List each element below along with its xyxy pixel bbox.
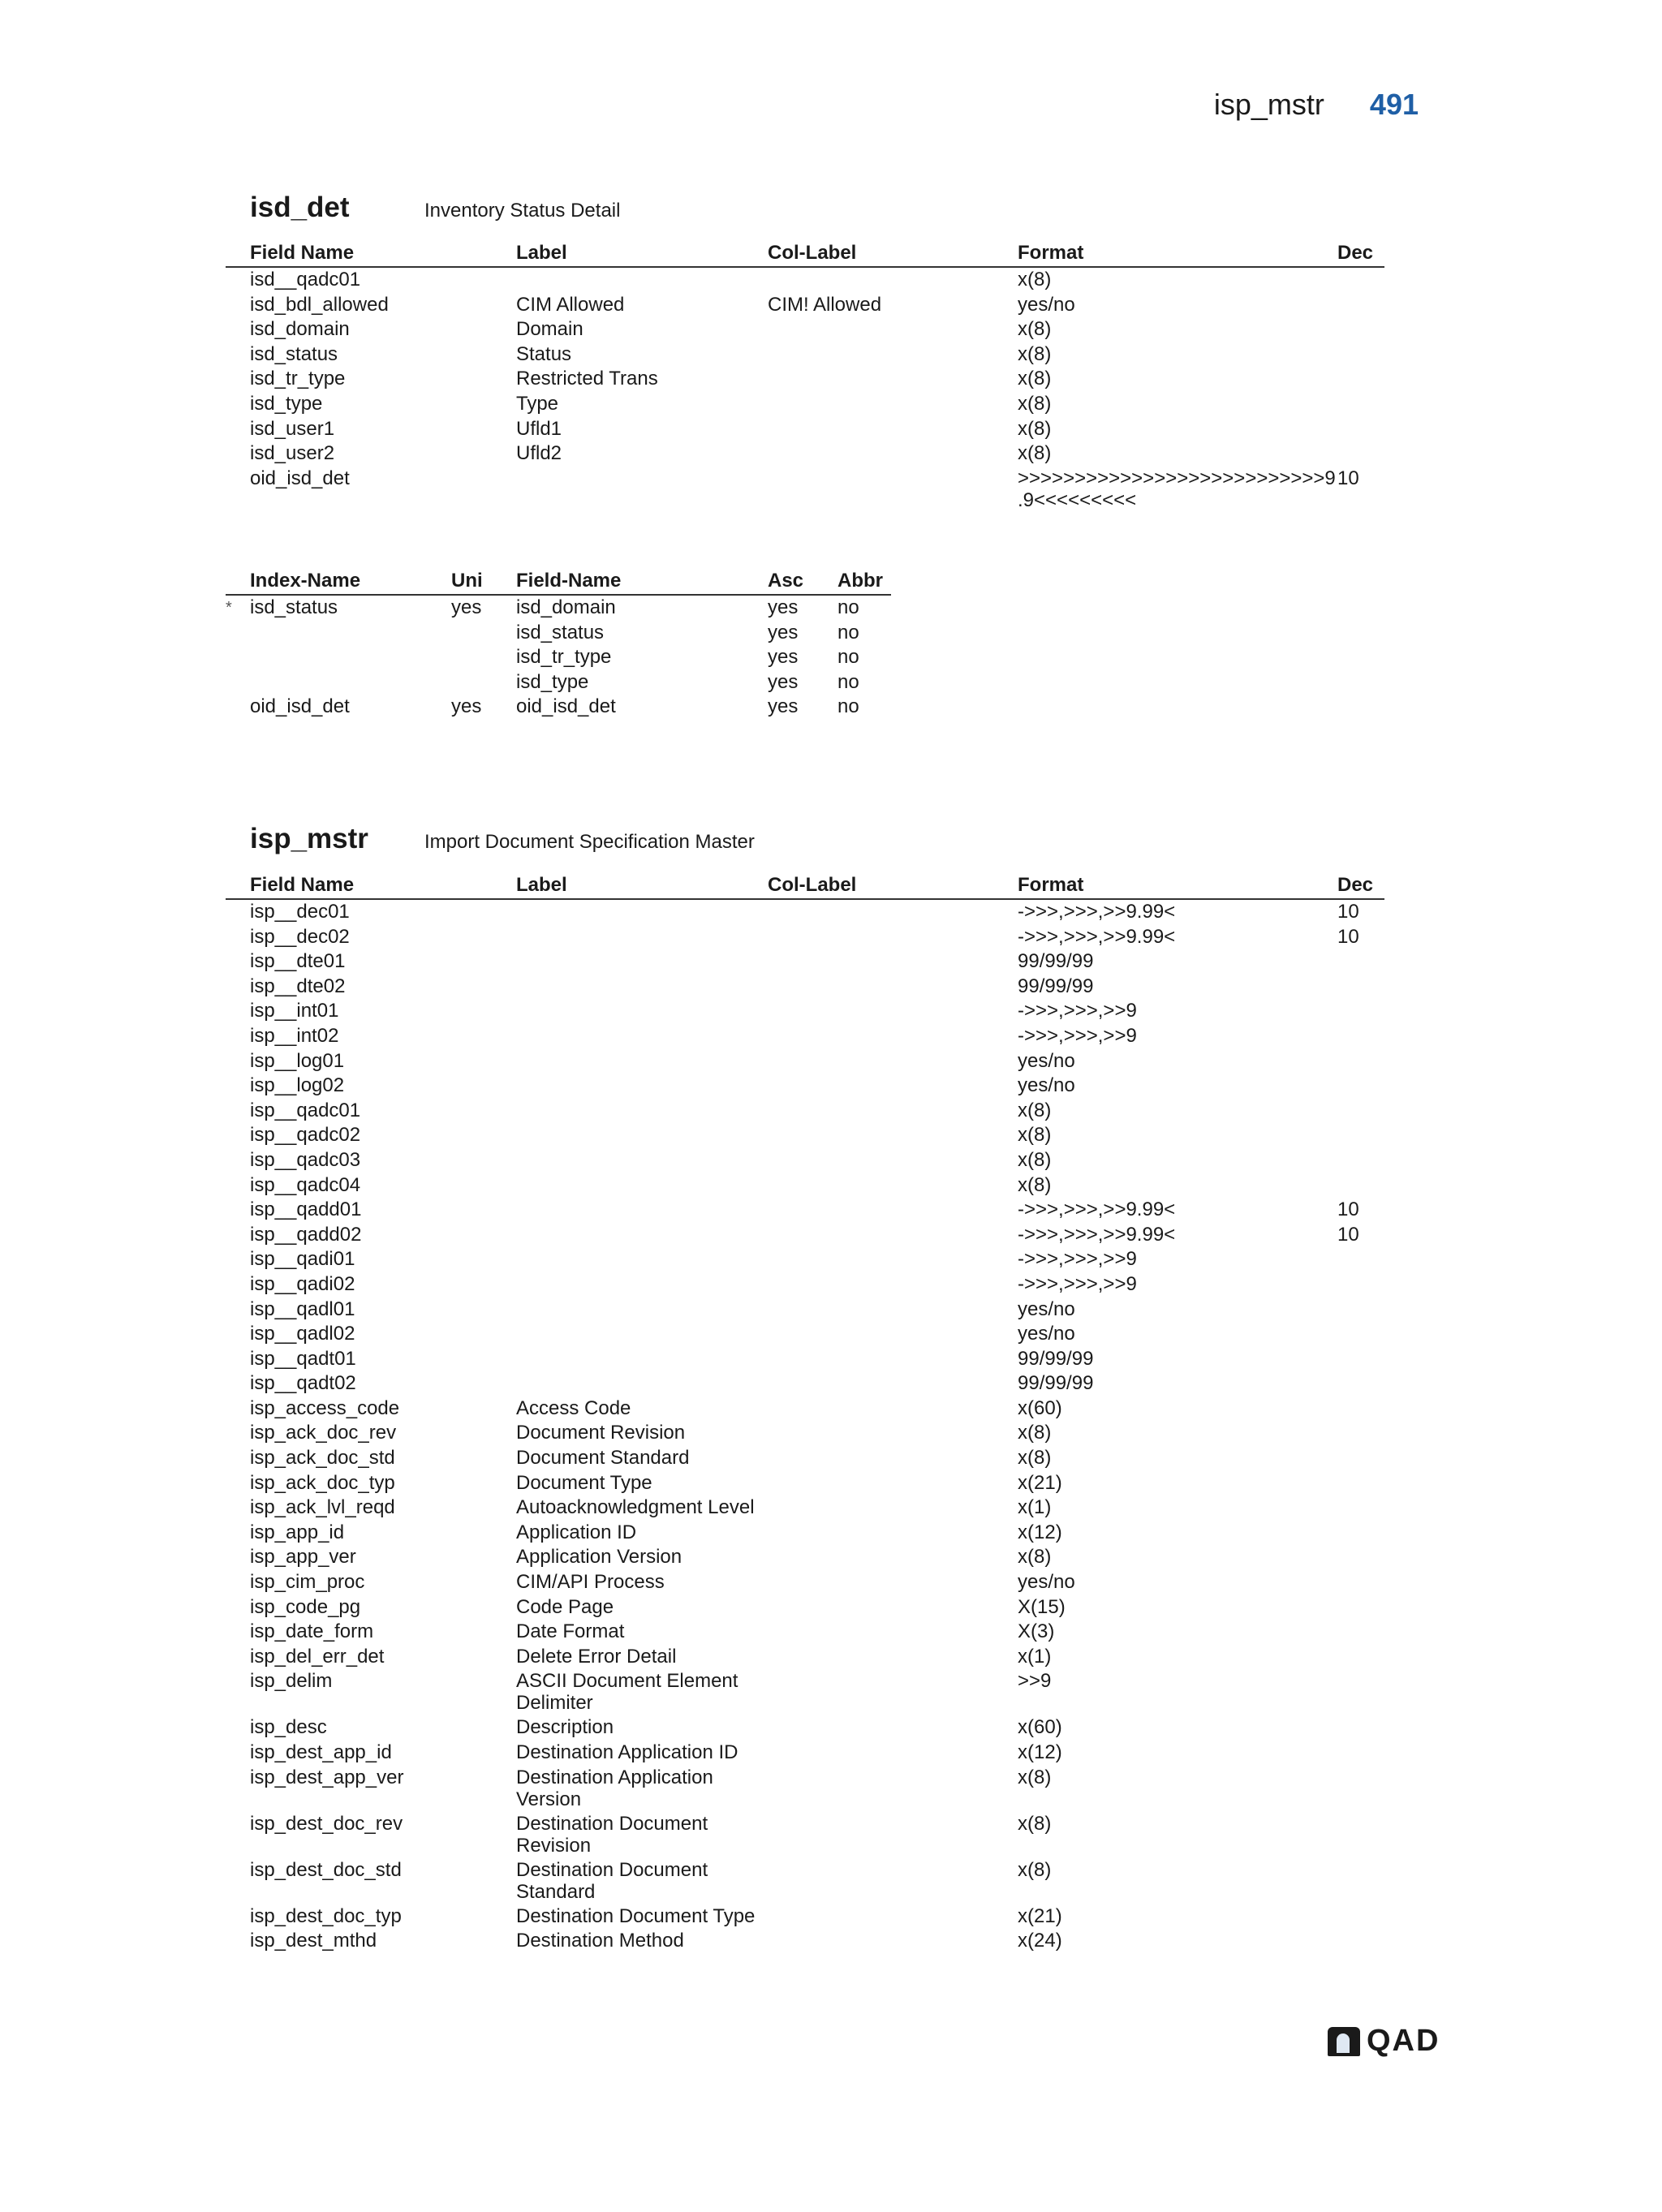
primary-index-marker: * [226, 599, 232, 617]
format-cell: yes/no [1018, 1049, 1075, 1072]
field-name-cell: isp__int02 [250, 1024, 339, 1047]
label-cell: Application Version [516, 1546, 682, 1569]
table-row [226, 1812, 1384, 1858]
abbr-cell: no [837, 670, 859, 693]
format-cell: x(21) [1018, 1904, 1062, 1927]
table-row [226, 1521, 1384, 1546]
format-cell: 99/99/99 [1018, 950, 1094, 973]
field-table-header [226, 872, 1384, 900]
col-header-field-name: Field Name [250, 874, 355, 896]
dec-cell: 10 [1337, 1199, 1359, 1221]
format-cell: x(8) [1018, 318, 1052, 341]
index-row [226, 645, 891, 670]
format-cell: >>>>>>>>>>>>>>>>>>>>>>>>>>>9 .9<<<<<<<<< [1018, 467, 1336, 511]
format-cell: x(8) [1018, 342, 1052, 365]
label-cell: Destination Application ID [516, 1741, 738, 1763]
table-row [226, 1049, 1384, 1074]
table-row [226, 367, 1384, 392]
index-field-cell: oid_isd_det [516, 695, 616, 718]
index-row [226, 596, 891, 621]
label-cell: Type [516, 392, 559, 415]
format-cell: X(15) [1018, 1595, 1066, 1618]
field-name-cell: isp_del_err_det [250, 1645, 385, 1668]
col-header-col-label: Col-Label [768, 242, 857, 264]
index-row [226, 670, 891, 695]
table-row [226, 1858, 1384, 1904]
format-cell: x(8) [1018, 1099, 1052, 1121]
label-cell: Destination Document Standard [516, 1858, 708, 1903]
field-name-cell: isp_delim [250, 1670, 333, 1693]
col-header-label: Label [516, 874, 567, 896]
field-name-cell: isp_ack_doc_std [250, 1447, 395, 1470]
table-row [226, 392, 1384, 417]
index-field-cell: isd_domain [516, 596, 616, 618]
col-header-format: Format [1018, 874, 1084, 896]
table-row [226, 1173, 1384, 1199]
label-cell: Document Type [516, 1471, 652, 1494]
table-row [226, 293, 1384, 318]
col-header-abbr: Abbr [837, 570, 883, 592]
format-cell: ->>>,>>>,>>9 [1018, 1000, 1137, 1022]
col-header-field-name: Field Name [250, 242, 355, 264]
table-row [226, 1904, 1384, 1930]
table-row [226, 975, 1384, 1000]
format-cell: x(8) [1018, 1546, 1052, 1569]
table-row [226, 1322, 1384, 1347]
field-name-cell: isp__qadd02 [250, 1223, 362, 1246]
format-cell: x(8) [1018, 368, 1052, 390]
table-row [226, 1421, 1384, 1446]
format-cell: yes/no [1018, 293, 1075, 316]
field-name-cell: isp__int01 [250, 1000, 339, 1022]
field-name-cell: isp__qadi02 [250, 1272, 355, 1295]
format-cell: x(8) [1018, 1148, 1052, 1171]
field-name-cell: isp_ack_doc_rev [250, 1422, 397, 1444]
table-row [226, 342, 1384, 368]
field-name-cell: isp_dest_mthd [250, 1930, 377, 1952]
format-cell: ->>>,>>>,>>9.99< [1018, 925, 1176, 948]
qad-logo-text: QAD [1367, 2024, 1440, 2058]
field-name-cell: isp__qadc02 [250, 1124, 361, 1147]
field-name-cell: isp__qadc03 [250, 1148, 361, 1171]
isd-det-field-table [226, 240, 1384, 513]
asc-cell: yes [768, 695, 799, 718]
format-cell: x(21) [1018, 1471, 1062, 1494]
isd-det-index-table [226, 568, 891, 720]
table-row [226, 999, 1384, 1024]
table-row [226, 1595, 1384, 1620]
label-cell: Destination Method [516, 1930, 684, 1952]
format-cell: yes/no [1018, 1323, 1075, 1345]
uni-cell: yes [451, 596, 482, 618]
field-name-cell: isd_bdl_allowed [250, 293, 389, 316]
table-row [226, 1247, 1384, 1272]
format-cell: yes/no [1018, 1571, 1075, 1594]
field-name-cell: isp_dest_app_ver [250, 1766, 404, 1788]
field-name-cell: isp_dest_doc_typ [250, 1904, 402, 1927]
abbr-cell: no [837, 695, 859, 718]
table-row [226, 1620, 1384, 1645]
col-header-field-name: Field-Name [516, 570, 622, 592]
table-row [226, 268, 1384, 293]
col-header-format: Format [1018, 242, 1084, 264]
table-row [226, 1570, 1384, 1595]
format-cell: x(8) [1018, 417, 1052, 440]
table-row [226, 1371, 1384, 1396]
dec-cell: 10 [1337, 1223, 1359, 1246]
table-row [226, 467, 1384, 513]
table-title: isd_det [250, 192, 350, 223]
format-cell: x(8) [1018, 1124, 1052, 1147]
page-header [1214, 88, 1419, 122]
abbr-cell: no [837, 596, 859, 618]
table-row [226, 1223, 1384, 1248]
label-cell: Delete Error Detail [516, 1645, 677, 1668]
asc-cell: yes [768, 646, 799, 669]
index-table-body [226, 596, 891, 720]
col-header-col-label: Col-Label [768, 874, 857, 896]
uni-cell: yes [451, 695, 482, 718]
table-row [226, 1298, 1384, 1323]
table-row [226, 1741, 1384, 1766]
table-row [226, 417, 1384, 442]
field-name-cell: isp__qadd01 [250, 1199, 362, 1221]
label-cell: Application ID [516, 1521, 637, 1543]
col-label-cell: CIM! Allowed [768, 293, 882, 316]
format-cell: >>9 [1018, 1670, 1052, 1693]
field-name-cell: isp__dte01 [250, 950, 346, 973]
table-row [226, 317, 1384, 342]
format-cell: x(8) [1018, 1812, 1052, 1835]
format-cell: x(8) [1018, 1858, 1052, 1881]
index-row [226, 695, 891, 720]
label-cell: Status [516, 342, 572, 365]
label-cell: Date Format [516, 1620, 625, 1643]
format-cell: 99/99/99 [1018, 1347, 1094, 1370]
field-name-cell: isp__qadi01 [250, 1248, 355, 1271]
field-name-cell: isp_dest_app_id [250, 1741, 392, 1763]
field-name-cell: isd_user1 [250, 417, 335, 440]
format-cell: 99/99/99 [1018, 1372, 1094, 1395]
table-row [226, 1198, 1384, 1223]
label-cell: Destination Document Type [516, 1904, 756, 1927]
table-row [226, 1024, 1384, 1049]
isp-mstr-field-table [226, 872, 1384, 1954]
field-table-body [226, 900, 1384, 1954]
field-name-cell: isp__qadc04 [250, 1173, 361, 1196]
format-cell: x(12) [1018, 1521, 1062, 1543]
field-name-cell: isp__dec02 [250, 925, 350, 948]
field-name-cell: isd__qadc01 [250, 269, 361, 290]
index-field-cell: isd_tr_type [516, 646, 612, 669]
label-cell: Restricted Trans [516, 368, 658, 390]
format-cell: X(3) [1018, 1620, 1055, 1643]
table-row [226, 1074, 1384, 1099]
format-cell: ->>>,>>>,>>9 [1018, 1024, 1137, 1047]
field-name-cell: isp_app_ver [250, 1546, 356, 1569]
label-cell: Ufld2 [516, 442, 562, 465]
format-cell: x(1) [1018, 1645, 1052, 1668]
table-title: isp_mstr [250, 823, 368, 854]
label-cell: Code Page [516, 1595, 614, 1618]
field-name-cell: isp__dec01 [250, 901, 350, 923]
table-row [226, 925, 1384, 950]
format-cell: x(60) [1018, 1716, 1062, 1739]
format-cell: ->>>,>>>,>>9.99< [1018, 1223, 1176, 1246]
field-table-body [226, 268, 1384, 513]
field-name-cell: isp__qadl02 [250, 1323, 355, 1345]
abbr-cell: no [837, 621, 859, 643]
isd-det-title-row [250, 192, 620, 224]
table-row [226, 1715, 1384, 1741]
col-header-dec: Dec [1337, 242, 1374, 264]
table-row [226, 1148, 1384, 1173]
label-cell: ASCII Document Element Delimiter [516, 1670, 738, 1715]
qad-logo [1328, 2024, 1440, 2059]
field-name-cell: isp_ack_doc_typ [250, 1471, 395, 1494]
index-name-cell: isd_status [250, 596, 338, 618]
index-name-cell: oid_isd_det [250, 695, 350, 718]
table-description: Import Document Specification Master [424, 831, 755, 853]
field-name-cell: isp_app_id [250, 1521, 345, 1543]
table-row [226, 1545, 1384, 1570]
dec-cell: 10 [1337, 467, 1359, 489]
running-section-name: isp_mstr [1213, 88, 1324, 121]
label-cell: Destination Application Version [516, 1766, 713, 1810]
index-field-cell: isd_status [516, 621, 605, 643]
field-name-cell: isd_domain [250, 318, 350, 341]
field-name-cell: isp__qadl01 [250, 1298, 355, 1320]
format-cell: x(8) [1018, 1766, 1052, 1788]
label-cell: CIM Allowed [516, 293, 625, 316]
field-name-cell: isd_tr_type [250, 368, 346, 390]
col-header-uni: Uni [451, 570, 483, 592]
asc-cell: yes [768, 670, 799, 693]
col-header-dec: Dec [1337, 874, 1374, 896]
field-name-cell: isd_user2 [250, 442, 335, 465]
format-cell: x(8) [1018, 1447, 1052, 1470]
label-cell: Destination Document Revision [516, 1812, 708, 1857]
table-row [226, 1929, 1384, 1954]
label-cell: CIM/API Process [516, 1571, 665, 1594]
format-cell: yes/no [1018, 1298, 1075, 1320]
table-row [226, 1272, 1384, 1298]
field-name-cell: isp__qadt01 [250, 1347, 356, 1370]
field-table-header [226, 240, 1384, 268]
field-name-cell: isp__log02 [250, 1074, 345, 1097]
label-cell: Description [516, 1716, 614, 1739]
field-name-cell: isp_code_pg [250, 1595, 361, 1618]
index-row [226, 621, 891, 646]
label-cell: Autoacknowledgment Level [516, 1496, 755, 1519]
format-cell: x(12) [1018, 1741, 1062, 1763]
table-row [226, 1495, 1384, 1521]
index-table-header [226, 568, 891, 596]
format-cell: 99/99/99 [1018, 975, 1094, 997]
table-row [226, 1645, 1384, 1670]
abbr-cell: no [837, 646, 859, 669]
field-name-cell: isp_dest_doc_std [250, 1858, 402, 1881]
qad-logo-icon [1328, 2027, 1360, 2056]
format-cell: x(24) [1018, 1930, 1062, 1952]
format-cell: ->>>,>>>,>>9 [1018, 1248, 1137, 1271]
format-cell: x(8) [1018, 442, 1052, 465]
table-row [226, 949, 1384, 975]
table-row [226, 900, 1384, 925]
col-header-label: Label [516, 242, 567, 264]
field-name-cell: isp__dte02 [250, 975, 346, 997]
field-name-cell: isp_desc [250, 1716, 327, 1739]
dec-cell: 10 [1337, 901, 1359, 923]
col-header-index-name: Index-Name [250, 570, 361, 592]
format-cell: ->>>,>>>,>>9.99< [1018, 901, 1176, 923]
field-name-cell: oid_isd_det [250, 467, 350, 489]
asc-cell: yes [768, 621, 799, 643]
table-row [226, 441, 1384, 467]
label-cell: Access Code [516, 1396, 631, 1419]
label-cell: Document Standard [516, 1447, 690, 1470]
field-name-cell: isp__qadt02 [250, 1372, 356, 1395]
field-name-cell: isp_dest_doc_rev [250, 1812, 403, 1835]
table-row [226, 1396, 1384, 1422]
field-name-cell: isd_type [250, 392, 323, 415]
field-name-cell: isp__qadc01 [250, 1099, 361, 1121]
label-cell: Document Revision [516, 1422, 686, 1444]
field-name-cell: isd_status [250, 342, 338, 365]
label-cell: Ufld1 [516, 417, 562, 440]
table-row [226, 1446, 1384, 1471]
col-header-asc: Asc [768, 570, 804, 592]
table-row [226, 1099, 1384, 1124]
table-row [226, 1123, 1384, 1148]
field-name-cell: isp__log01 [250, 1049, 345, 1072]
index-field-cell: isd_type [516, 670, 589, 693]
table-row [226, 1347, 1384, 1372]
table-row [226, 1766, 1384, 1812]
format-cell: x(60) [1018, 1396, 1062, 1419]
format-cell: yes/no [1018, 1074, 1075, 1097]
format-cell: x(1) [1018, 1496, 1052, 1519]
field-name-cell: isp_date_form [250, 1620, 374, 1643]
table-row [226, 1471, 1384, 1496]
format-cell: x(8) [1018, 269, 1052, 290]
page-number: 491 [1369, 88, 1419, 121]
format-cell: ->>>,>>>,>>9 [1018, 1272, 1137, 1295]
field-name-cell: isp_cim_proc [250, 1571, 365, 1594]
table-row [226, 1669, 1384, 1715]
dec-cell: 10 [1337, 925, 1359, 948]
format-cell: ->>>,>>>,>>9.99< [1018, 1199, 1176, 1221]
table-description: Inventory Status Detail [424, 200, 621, 222]
isp-mstr-title-row [250, 823, 755, 855]
field-name-cell: isp_ack_lvl_reqd [250, 1496, 395, 1519]
asc-cell: yes [768, 596, 799, 618]
format-cell: x(8) [1018, 1173, 1052, 1196]
label-cell: Domain [516, 318, 583, 341]
field-name-cell: isp_access_code [250, 1396, 400, 1419]
format-cell: x(8) [1018, 1422, 1052, 1444]
format-cell: x(8) [1018, 392, 1052, 415]
